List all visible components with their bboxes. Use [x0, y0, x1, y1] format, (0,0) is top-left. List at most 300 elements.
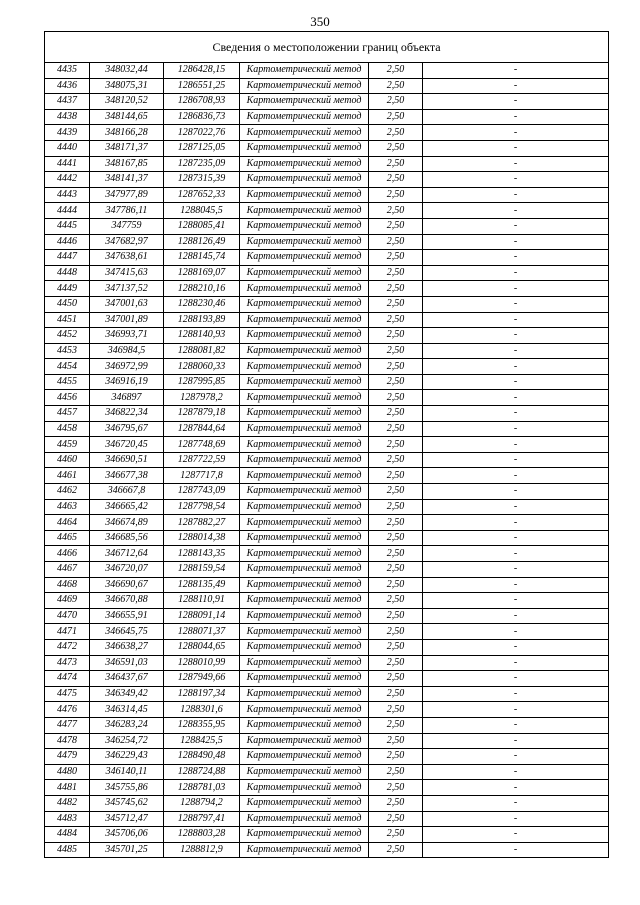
table-row [45, 624, 609, 640]
table-row [45, 733, 609, 749]
table-row [45, 686, 609, 702]
x-coordinate-cell: 346720,45 [90, 437, 164, 453]
y-coordinate-cell: 1288044,65 [164, 639, 240, 655]
point-number-cell: 4447 [45, 250, 90, 266]
description-cell: - [423, 639, 609, 655]
table-row [45, 156, 609, 172]
method-cell: Картометрический метод [240, 390, 369, 406]
accuracy-cell: 2,50 [369, 250, 423, 266]
y-coordinate-cell: 1287722,59 [164, 452, 240, 468]
table-row [45, 764, 609, 780]
x-coordinate-cell: 348171,37 [90, 140, 164, 156]
method-cell: Картометрический метод [240, 733, 369, 749]
description-cell: - [423, 484, 609, 500]
method-cell: Картометрический метод [240, 203, 369, 219]
point-number-cell: 4437 [45, 94, 90, 110]
x-coordinate-cell: 346993,71 [90, 328, 164, 344]
table-row [45, 655, 609, 671]
accuracy-cell: 2,50 [369, 795, 423, 811]
point-number-cell: 4444 [45, 203, 90, 219]
point-number-cell: 4468 [45, 577, 90, 593]
accuracy-cell: 2,50 [369, 172, 423, 188]
accuracy-cell: 2,50 [369, 78, 423, 94]
x-coordinate-cell: 346645,75 [90, 624, 164, 640]
point-number-cell: 4439 [45, 125, 90, 141]
x-coordinate-cell: 346655,91 [90, 608, 164, 624]
y-coordinate-cell: 1288210,16 [164, 281, 240, 297]
description-cell: - [423, 437, 609, 453]
description-cell: - [423, 265, 609, 281]
accuracy-cell: 2,50 [369, 109, 423, 125]
point-number-cell: 4478 [45, 733, 90, 749]
method-cell: Картометрический метод [240, 343, 369, 359]
accuracy-cell: 2,50 [369, 702, 423, 718]
point-number-cell: 4443 [45, 187, 90, 203]
method-cell: Картометрический метод [240, 94, 369, 110]
table-row [45, 296, 609, 312]
y-coordinate-cell: 1288355,95 [164, 717, 240, 733]
description-cell: - [423, 63, 609, 79]
accuracy-cell: 2,50 [369, 63, 423, 79]
method-cell: Картометрический метод [240, 842, 369, 858]
y-coordinate-cell: 1288071,37 [164, 624, 240, 640]
table-row [45, 562, 609, 578]
point-number-cell: 4450 [45, 296, 90, 312]
x-coordinate-cell: 346229,43 [90, 749, 164, 765]
method-cell: Картометрический метод [240, 639, 369, 655]
table-row [45, 109, 609, 125]
table-row [45, 234, 609, 250]
method-cell: Картометрический метод [240, 780, 369, 796]
y-coordinate-cell: 1287978,2 [164, 390, 240, 406]
description-cell: - [423, 593, 609, 609]
y-coordinate-cell: 1288045,5 [164, 203, 240, 219]
y-coordinate-cell: 1287748,69 [164, 437, 240, 453]
accuracy-cell: 2,50 [369, 359, 423, 375]
point-number-cell: 4484 [45, 827, 90, 843]
x-coordinate-cell: 346712,64 [90, 546, 164, 562]
method-cell: Картометрический метод [240, 795, 369, 811]
description-cell: - [423, 125, 609, 141]
y-coordinate-cell: 1287798,54 [164, 499, 240, 515]
accuracy-cell: 2,50 [369, 312, 423, 328]
x-coordinate-cell: 347682,97 [90, 234, 164, 250]
table-row [45, 499, 609, 515]
table-row [45, 515, 609, 531]
description-cell: - [423, 94, 609, 110]
y-coordinate-cell: 1288060,33 [164, 359, 240, 375]
x-coordinate-cell: 345755,86 [90, 780, 164, 796]
description-cell: - [423, 764, 609, 780]
accuracy-cell: 2,50 [369, 624, 423, 640]
point-number-cell: 4467 [45, 562, 90, 578]
method-cell: Картометрический метод [240, 437, 369, 453]
point-number-cell: 4472 [45, 639, 90, 655]
point-number-cell: 4466 [45, 546, 90, 562]
point-number-cell: 4461 [45, 468, 90, 484]
y-coordinate-cell: 1287844,64 [164, 421, 240, 437]
method-cell: Картометрический метод [240, 63, 369, 79]
x-coordinate-cell: 346690,67 [90, 577, 164, 593]
accuracy-cell: 2,50 [369, 421, 423, 437]
point-number-cell: 4454 [45, 359, 90, 375]
method-cell: Картометрический метод [240, 608, 369, 624]
point-number-cell: 4435 [45, 63, 90, 79]
y-coordinate-cell: 1288081,82 [164, 343, 240, 359]
description-cell: - [423, 390, 609, 406]
accuracy-cell: 2,50 [369, 94, 423, 110]
x-coordinate-cell: 347638,61 [90, 250, 164, 266]
method-cell: Картометрический метод [240, 250, 369, 266]
x-coordinate-cell: 346665,42 [90, 499, 164, 515]
method-cell: Картометрический метод [240, 827, 369, 843]
table-row [45, 717, 609, 733]
point-number-cell: 4440 [45, 140, 90, 156]
y-coordinate-cell: 1288140,93 [164, 328, 240, 344]
method-cell: Картометрический метод [240, 515, 369, 531]
x-coordinate-cell: 347415,63 [90, 265, 164, 281]
x-coordinate-cell: 346795,67 [90, 421, 164, 437]
table-row [45, 749, 609, 765]
accuracy-cell: 2,50 [369, 686, 423, 702]
accuracy-cell: 2,50 [369, 671, 423, 687]
y-coordinate-cell: 1288091,14 [164, 608, 240, 624]
table-row [45, 374, 609, 390]
point-number-cell: 4462 [45, 484, 90, 500]
x-coordinate-cell: 348120,52 [90, 94, 164, 110]
table-row [45, 452, 609, 468]
y-coordinate-cell: 1287235,09 [164, 156, 240, 172]
y-coordinate-cell: 1287882,27 [164, 515, 240, 531]
method-cell: Картометрический метод [240, 593, 369, 609]
point-number-cell: 4458 [45, 421, 90, 437]
table-row [45, 187, 609, 203]
description-cell: - [423, 140, 609, 156]
table-row [45, 406, 609, 422]
x-coordinate-cell: 346667,8 [90, 484, 164, 500]
x-coordinate-cell: 347137,52 [90, 281, 164, 297]
table-row [45, 63, 609, 79]
description-cell: - [423, 328, 609, 344]
x-coordinate-cell: 347786,11 [90, 203, 164, 219]
method-cell: Картометрический метод [240, 125, 369, 141]
table-row [45, 702, 609, 718]
method-cell: Картометрический метод [240, 624, 369, 640]
accuracy-cell: 2,50 [369, 406, 423, 422]
description-cell: - [423, 374, 609, 390]
accuracy-cell: 2,50 [369, 484, 423, 500]
description-cell: - [423, 702, 609, 718]
accuracy-cell: 2,50 [369, 296, 423, 312]
x-coordinate-cell: 345706,06 [90, 827, 164, 843]
x-coordinate-cell: 346685,56 [90, 530, 164, 546]
y-coordinate-cell: 1288085,41 [164, 218, 240, 234]
accuracy-cell: 2,50 [369, 187, 423, 203]
method-cell: Картометрический метод [240, 452, 369, 468]
y-coordinate-cell: 1288797,41 [164, 811, 240, 827]
y-coordinate-cell: 1288425,5 [164, 733, 240, 749]
method-cell: Картометрический метод [240, 359, 369, 375]
description-cell: - [423, 562, 609, 578]
table-row [45, 795, 609, 811]
point-number-cell: 4470 [45, 608, 90, 624]
method-cell: Картометрический метод [240, 499, 369, 515]
table-row [45, 530, 609, 546]
method-cell: Картометрический метод [240, 140, 369, 156]
method-cell: Картометрический метод [240, 468, 369, 484]
table-row [45, 639, 609, 655]
accuracy-cell: 2,50 [369, 577, 423, 593]
accuracy-cell: 2,50 [369, 437, 423, 453]
description-cell: - [423, 452, 609, 468]
x-coordinate-cell: 346314,45 [90, 702, 164, 718]
x-coordinate-cell: 346674,89 [90, 515, 164, 531]
table-row [45, 437, 609, 453]
method-cell: Картометрический метод [240, 78, 369, 94]
y-coordinate-cell: 1286836,73 [164, 109, 240, 125]
description-cell: - [423, 780, 609, 796]
description-cell: - [423, 577, 609, 593]
x-coordinate-cell: 348144,65 [90, 109, 164, 125]
table-row [45, 281, 609, 297]
description-cell: - [423, 421, 609, 437]
table-row [45, 546, 609, 562]
method-cell: Картометрический метод [240, 749, 369, 765]
description-cell: - [423, 686, 609, 702]
page-number: 350 [310, 14, 330, 29]
y-coordinate-cell: 1288159,54 [164, 562, 240, 578]
description-cell: - [423, 811, 609, 827]
accuracy-cell: 2,50 [369, 281, 423, 297]
description-cell: - [423, 624, 609, 640]
description-cell: - [423, 218, 609, 234]
y-coordinate-cell: 1288781,03 [164, 780, 240, 796]
table-row [45, 218, 609, 234]
y-coordinate-cell: 1288794,2 [164, 795, 240, 811]
table-row [45, 608, 609, 624]
y-coordinate-cell: 1286428,15 [164, 63, 240, 79]
method-cell: Картометрический метод [240, 234, 369, 250]
point-number-cell: 4457 [45, 406, 90, 422]
description-cell: - [423, 156, 609, 172]
description-cell: - [423, 203, 609, 219]
method-cell: Картометрический метод [240, 577, 369, 593]
point-number-cell: 4441 [45, 156, 90, 172]
description-cell: - [423, 172, 609, 188]
accuracy-cell: 2,50 [369, 593, 423, 609]
description-cell: - [423, 281, 609, 297]
point-number-cell: 4449 [45, 281, 90, 297]
accuracy-cell: 2,50 [369, 265, 423, 281]
table-row [45, 593, 609, 609]
accuracy-cell: 2,50 [369, 234, 423, 250]
description-cell: - [423, 406, 609, 422]
table-row [45, 94, 609, 110]
description-cell: - [423, 343, 609, 359]
y-coordinate-cell: 1288490,48 [164, 749, 240, 765]
point-number-cell: 4474 [45, 671, 90, 687]
x-coordinate-cell: 346437,67 [90, 671, 164, 687]
x-coordinate-cell: 346677,38 [90, 468, 164, 484]
description-cell: - [423, 312, 609, 328]
y-coordinate-cell: 1288301,6 [164, 702, 240, 718]
x-coordinate-cell: 346916,19 [90, 374, 164, 390]
description-cell: - [423, 671, 609, 687]
table-row [45, 484, 609, 500]
description-cell: - [423, 733, 609, 749]
x-coordinate-cell: 346140,11 [90, 764, 164, 780]
method-cell: Картометрический метод [240, 296, 369, 312]
method-cell: Картометрический метод [240, 562, 369, 578]
description-cell: - [423, 468, 609, 484]
accuracy-cell: 2,50 [369, 546, 423, 562]
y-coordinate-cell: 1288126,49 [164, 234, 240, 250]
x-coordinate-cell: 346638,27 [90, 639, 164, 655]
x-coordinate-cell: 346972,99 [90, 359, 164, 375]
method-cell: Картометрический метод [240, 655, 369, 671]
accuracy-cell: 2,50 [369, 655, 423, 671]
point-number-cell: 4480 [45, 764, 90, 780]
description-cell: - [423, 109, 609, 125]
description-cell: - [423, 234, 609, 250]
y-coordinate-cell: 1288014,38 [164, 530, 240, 546]
table-row [45, 827, 609, 843]
method-cell: Картометрический метод [240, 717, 369, 733]
y-coordinate-cell: 1288803,28 [164, 827, 240, 843]
point-number-cell: 4459 [45, 437, 90, 453]
description-cell: - [423, 499, 609, 515]
method-cell: Картометрический метод [240, 187, 369, 203]
point-number-cell: 4479 [45, 749, 90, 765]
table-row [45, 468, 609, 484]
point-number-cell: 4438 [45, 109, 90, 125]
x-coordinate-cell: 347001,63 [90, 296, 164, 312]
accuracy-cell: 2,50 [369, 515, 423, 531]
point-number-cell: 4446 [45, 234, 90, 250]
y-coordinate-cell: 1287949,66 [164, 671, 240, 687]
point-number-cell: 4453 [45, 343, 90, 359]
method-cell: Картометрический метод [240, 328, 369, 344]
y-coordinate-cell: 1288193,89 [164, 312, 240, 328]
y-coordinate-cell: 1286708,93 [164, 94, 240, 110]
y-coordinate-cell: 1288197,34 [164, 686, 240, 702]
point-number-cell: 4436 [45, 78, 90, 94]
x-coordinate-cell: 346822,34 [90, 406, 164, 422]
table-row [45, 140, 609, 156]
y-coordinate-cell: 1287879,18 [164, 406, 240, 422]
x-coordinate-cell: 345712,47 [90, 811, 164, 827]
table-row [45, 203, 609, 219]
accuracy-cell: 2,50 [369, 499, 423, 515]
accuracy-cell: 2,50 [369, 328, 423, 344]
method-cell: Картометрический метод [240, 265, 369, 281]
point-number-cell: 4456 [45, 390, 90, 406]
x-coordinate-cell: 346349,42 [90, 686, 164, 702]
y-coordinate-cell: 1288143,35 [164, 546, 240, 562]
accuracy-cell: 2,50 [369, 390, 423, 406]
table-row [45, 671, 609, 687]
method-cell: Картометрический метод [240, 312, 369, 328]
description-cell: - [423, 296, 609, 312]
x-coordinate-cell: 346283,24 [90, 717, 164, 733]
accuracy-cell: 2,50 [369, 780, 423, 796]
y-coordinate-cell: 1288724,88 [164, 764, 240, 780]
accuracy-cell: 2,50 [369, 374, 423, 390]
y-coordinate-cell: 1287652,33 [164, 187, 240, 203]
x-coordinate-cell: 347977,89 [90, 187, 164, 203]
point-number-cell: 4469 [45, 593, 90, 609]
accuracy-cell: 2,50 [369, 343, 423, 359]
point-number-cell: 4477 [45, 717, 90, 733]
x-coordinate-cell: 345701,25 [90, 842, 164, 858]
accuracy-cell: 2,50 [369, 125, 423, 141]
table-row [45, 312, 609, 328]
table-row [45, 390, 609, 406]
table-row [45, 172, 609, 188]
y-coordinate-cell: 1287125,05 [164, 140, 240, 156]
accuracy-cell: 2,50 [369, 639, 423, 655]
y-coordinate-cell: 1287315,39 [164, 172, 240, 188]
description-cell: - [423, 530, 609, 546]
x-coordinate-cell: 346984,5 [90, 343, 164, 359]
accuracy-cell: 2,50 [369, 562, 423, 578]
description-cell: - [423, 359, 609, 375]
y-coordinate-cell: 1288230,46 [164, 296, 240, 312]
point-number-cell: 4451 [45, 312, 90, 328]
description-cell: - [423, 717, 609, 733]
x-coordinate-cell: 346720,07 [90, 562, 164, 578]
description-cell: - [423, 749, 609, 765]
table-row [45, 78, 609, 94]
point-number-cell: 4455 [45, 374, 90, 390]
accuracy-cell: 2,50 [369, 733, 423, 749]
point-number-cell: 4483 [45, 811, 90, 827]
description-cell: - [423, 78, 609, 94]
method-cell: Картометрический метод [240, 686, 369, 702]
point-number-cell: 4476 [45, 702, 90, 718]
description-cell: - [423, 827, 609, 843]
y-coordinate-cell: 1287022,76 [164, 125, 240, 141]
y-coordinate-cell: 1288812,9 [164, 842, 240, 858]
accuracy-cell: 2,50 [369, 530, 423, 546]
y-coordinate-cell: 1288010,99 [164, 655, 240, 671]
method-cell: Картометрический метод [240, 218, 369, 234]
accuracy-cell: 2,50 [369, 717, 423, 733]
table-row [45, 250, 609, 266]
table-row [45, 265, 609, 281]
table-row [45, 780, 609, 796]
point-number-cell: 4442 [45, 172, 90, 188]
point-number-cell: 4460 [45, 452, 90, 468]
description-cell: - [423, 608, 609, 624]
description-cell: - [423, 655, 609, 671]
description-cell: - [423, 187, 609, 203]
point-number-cell: 4473 [45, 655, 90, 671]
point-number-cell: 4475 [45, 686, 90, 702]
x-coordinate-cell: 347001,89 [90, 312, 164, 328]
method-cell: Картометрический метод [240, 811, 369, 827]
description-cell: - [423, 842, 609, 858]
x-coordinate-cell: 348167,85 [90, 156, 164, 172]
method-cell: Картометрический метод [240, 281, 369, 297]
x-coordinate-cell: 348141,37 [90, 172, 164, 188]
point-number-cell: 4471 [45, 624, 90, 640]
table-row [45, 125, 609, 141]
table-row [45, 842, 609, 858]
method-cell: Картометрический метод [240, 530, 369, 546]
method-cell: Картометрический метод [240, 671, 369, 687]
accuracy-cell: 2,50 [369, 811, 423, 827]
